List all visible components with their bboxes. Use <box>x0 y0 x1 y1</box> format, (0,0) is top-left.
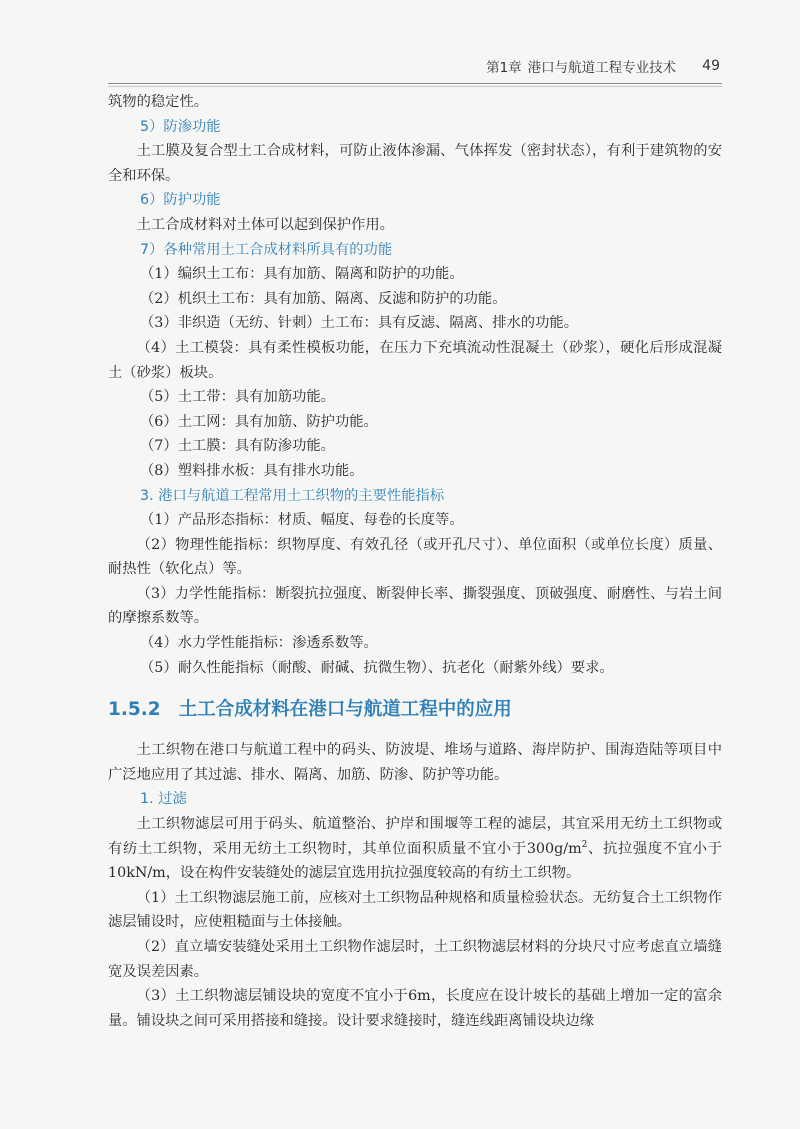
chapter-title: 港口与航道工程专业技术 <box>527 60 677 76</box>
header-rule <box>108 83 722 84</box>
list-item: （2）机织土工布：具有加筋、隔离、反滤和防护的功能。 <box>140 290 507 307</box>
list-item: （1）产品形态指标：材质、幅度、每卷的长度等。 <box>140 512 464 529</box>
section-1-5-2-body <box>108 738 722 1033</box>
superscript: 2 <box>581 839 588 850</box>
running-header <box>108 52 720 80</box>
section-number: 1.5.2 <box>108 699 161 721</box>
list-item: （7）土工膜：具有防渗功能。 <box>140 438 335 455</box>
sub-heading: 7）各种常用土工合成材料所具有的功能 <box>140 241 393 258</box>
section-heading <box>108 696 722 724</box>
list-item: （1）编织土工布：具有加筋、隔离和防护的功能。 <box>140 266 464 283</box>
list-item: （6）土工网：具有加筋、防护功能。 <box>140 413 378 430</box>
sub-heading: 1. 过滤 <box>140 791 187 808</box>
sub-heading: 3. 港口与航道工程常用土工织物的主要性能指标 <box>140 487 445 504</box>
chapter-label: 第1章 <box>486 60 522 76</box>
header-rule-secondary <box>108 86 722 87</box>
paragraph-text: 、抗拉强度不宜小于10kN/m，设在构件安装缝处的滤层宜选用抗拉强度较高的有纺土工织物。 <box>108 840 722 882</box>
paragraph: （3）力学性能指标：断裂抗拉强度、断裂伸长率、撕裂强度、顶破强度、耐磨性、与岩土间的摩擦系数等。 <box>108 585 722 627</box>
page-number: 49 <box>702 58 720 74</box>
section-1-5-1-continuation <box>108 90 722 680</box>
paragraph: （4）土工模袋：具有柔性模板功能，在压力下充填流动性混凝土（砂浆），硬化后形成混凝土（砂浆）板块。 <box>108 339 722 381</box>
sub-heading: 5）防渗功能 <box>140 118 221 135</box>
list-item: （3）非织造（无纺、针刺）土工布：具有反滤、隔离、排水的功能。 <box>140 315 578 332</box>
list-item: （4）水力学性能指标：渗透系数等。 <box>140 635 378 652</box>
paragraph: （2）直立墙安装缝处采用土工织物作滤层时，土工织物滤层材料的分块尺寸应考虑直立墙缝宽及误差因素。 <box>108 939 722 980</box>
paragraph: 土工合成材料对土体可以起到保护作用。 <box>136 216 394 233</box>
page-body <box>108 90 722 1033</box>
paragraph-text: 土工织物滤层可用于码头、航道整治、护岸和围堰等工程的滤层，其宜采用无纺土工织物或有纺土工织物，采用无纺土工织物时，其单位面积质量不宜小于300g/m <box>108 816 722 857</box>
paragraph: （3）土工织物滤层铺设块的宽度不宜小于6m，长度应在设计坡长的基础上增加一定的富余量。铺设块之间可采用搭接和缝接。设计要求缝接时，缝连线距离铺设块边缘 <box>108 988 722 1029</box>
sub-heading: 6）防护功能 <box>140 192 221 209</box>
paragraph: 土工膜及复合型土工合成材料，可防止液体渗漏、气体挥发（密封状态），有利于建筑物的安全和环保。 <box>108 143 722 184</box>
list-item: （8）塑料排水板：具有排水功能。 <box>140 462 364 479</box>
section-title: 土工合成材料在港口与航道工程中的应用 <box>178 699 512 721</box>
paragraph: （1）土工织物滤层施工前，应核对土工织物品种规格和质量检验状态。无纺复合土工织物作滤层铺设时，应使粗糙面与土体接触。 <box>108 889 722 931</box>
paragraph: 筑物的稳定性。 <box>108 94 209 110</box>
paragraph: 土工织物在港口与航道工程中的码头、防波堤、堆场与道路、海岸防护、围海造陆等项目中广泛地应用了其过滤、排水、隔离、加筋、防渗、防护等功能。 <box>108 742 722 783</box>
paragraph <box>108 812 722 886</box>
list-item: （5）土工带：具有加筋功能。 <box>140 389 335 406</box>
paragraph: （2）物理性能指标：织物厚度、有效孔径（或开孔尺寸）、单位面积（或单位长度）质量、耐热性（软化点）等。 <box>108 536 722 578</box>
list-item: （5）耐久性能指标（耐酸、耐碱、抗微生物）、抗老化（耐紫外线）要求。 <box>140 659 614 676</box>
